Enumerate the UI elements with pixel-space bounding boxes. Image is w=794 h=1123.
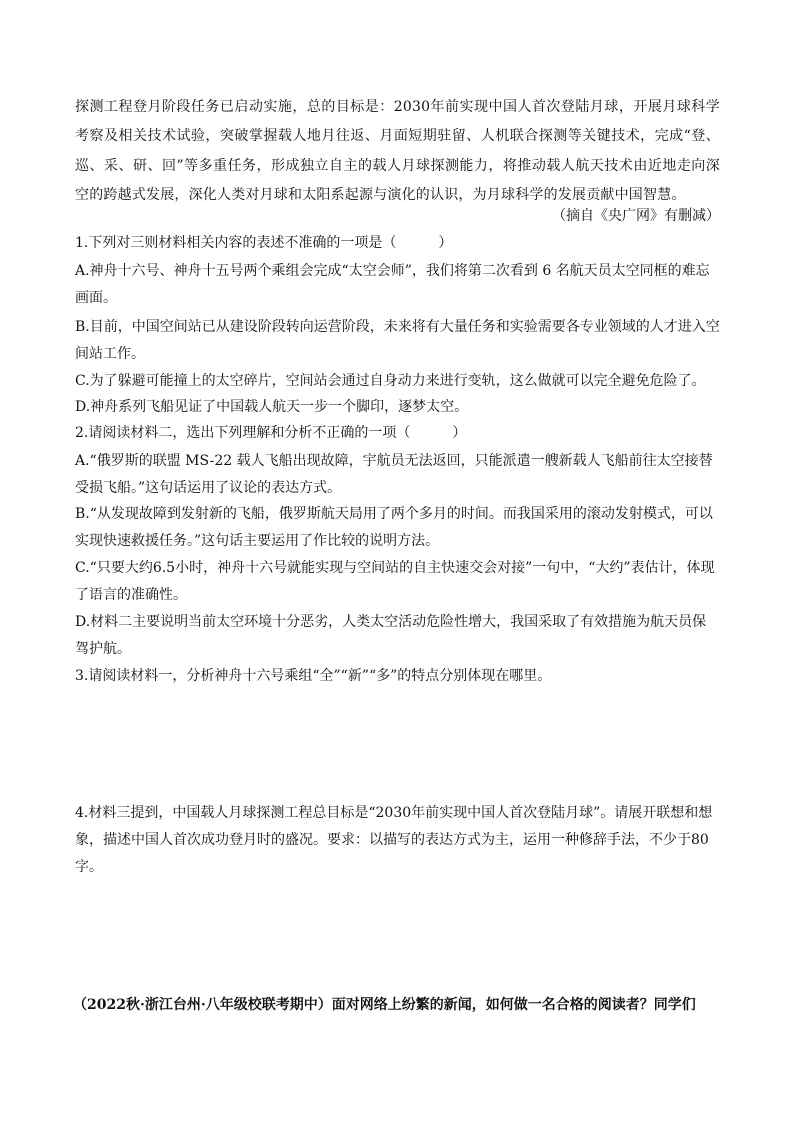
question-1-option-d: D.神舟系列飞船见证了中国载人航天一步一个脚印，逐梦太空。: [75, 399, 469, 415]
question-1-option-c: C.为了躲避可能撞上的太空碎片，空间站会通过自身动力来进行变轨，这么做就可以完全避免危险了。: [75, 373, 706, 389]
question-2-option-d: D.材料二主要说明当前太空环境十分恶劣，人类太空活动危险性增大，我国采取了有效措施为航天员保驾护航。: [75, 614, 707, 657]
next-question-intro: （2022秋·浙江台州·八年级校联考期中）面对网络上纷繁的新闻，如何做一名合格的阅读者？同学们: [73, 997, 696, 1013]
question-1-option-a: A.神舟十六号、神舟十五号两个乘组会完成“太空会师”，我们将第二次看到 6 名航天员太空同框的难忘画面。: [75, 263, 710, 306]
question-2-stem: 2.请阅读材料二，选出下列理解和分析不正确的一项（ ）: [75, 425, 467, 441]
passage-text: 探测工程登月阶段任务已启动实施，总的目标是：2030年前实现中国人首次登陆月球，开展月球科学考察及相关技术试验，突破掌握载人地月往返、月面短期驻留、人机联合探测等关键技术，完成“登、巡、采、研、回”等多重任务，形成独立自主的载人月球探测能力，将推动载人航天技术由近地走向深空的跨越式发展，深化人类对月球和太阳系起源与演化的认识，为月球科学的发展贡献中国智慧。: [75, 99, 720, 203]
question-2-option-c: C.“只要大约6.5小时，神舟十六号就能实现与空间站的自主快速交会对接”一句中，“大约”表估计，体现了语言的准确性。: [75, 560, 715, 603]
passage-source: （摘自《央广网》有删减）: [552, 208, 720, 224]
question-2-option-b: B.“从发现故障到发射新的飞船，俄罗斯航天局用了两个多月的时间。而我国采用的滚动发射模式，可以实现快速救援任务。”这句话主要运用了作比较的说明方法。: [75, 506, 713, 549]
question-1-stem: 1.下列对三则材料相关内容的表述不准确的一项是（ ）: [75, 235, 453, 251]
question-4-stem: 4.材料三提到，中国载人月球探测工程总目标是“2030年前实现中国人首次登陆月球”。请展开联想和想象，描述中国人首次成功登月时的盛况。要求：以描写的表达方式为主，运用一种修辞手法，不少于80字。: [75, 805, 713, 875]
question-1-option-b: B.目前，中国空间站已从建设阶段转向运营阶段，未来将有大量任务和实验需要各专业领域的人才进入空间站工作。: [75, 319, 720, 362]
question-2-option-a: A.“俄罗斯的联盟 MS-22 载人飞船出现故障，宇航员无法返回，只能派遣一艘新载人飞船前往太空接替受损飞船。”这句话运用了议论的表达方式。: [75, 453, 713, 496]
question-3-stem: 3.请阅读材料一，分析神舟十六号乘组“全”“新”“多”的特点分别体现在哪里。: [75, 668, 552, 684]
